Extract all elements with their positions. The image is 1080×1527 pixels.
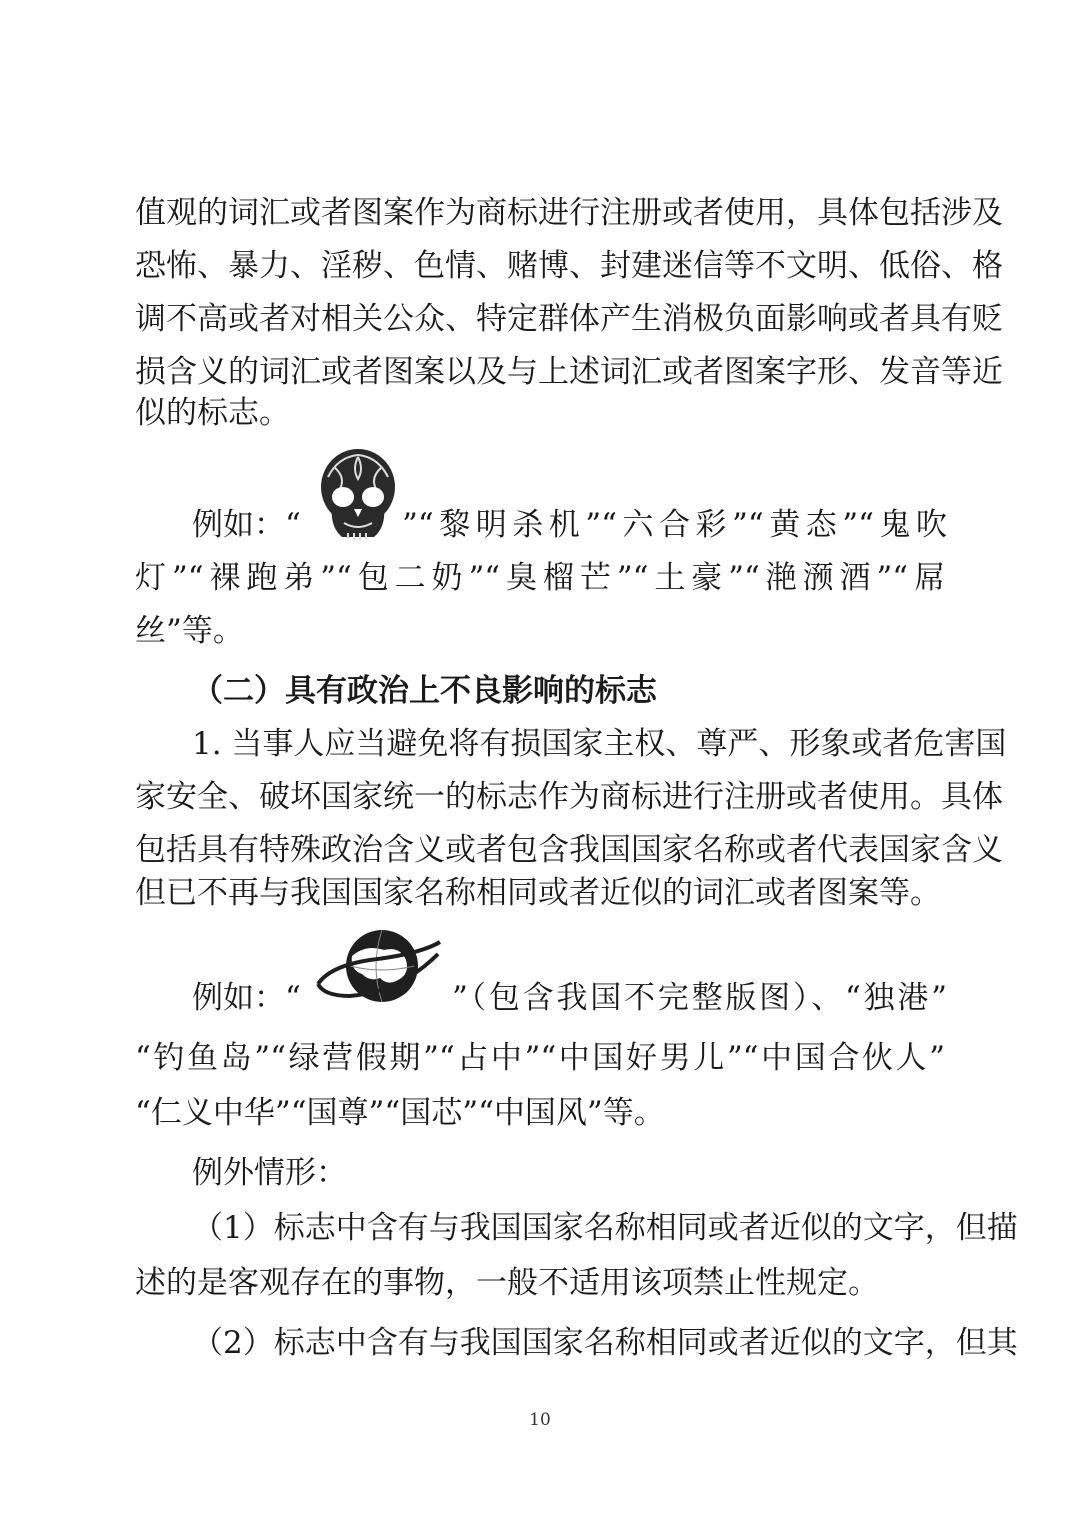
example-line: “仁义中华”“国尊”“国芯”“中国风”等。 (135, 1095, 665, 1131)
globe-trademark-image (310, 926, 448, 1008)
paragraph-line: 值观的词汇或者图案作为商标进行注册或者使用，具体包括涉及 (135, 195, 1003, 231)
paragraph-line: 1. 当事人应当避免将有损国家主权、尊严、形象或者危害国 (192, 726, 1007, 762)
example-line: “钓鱼岛”“绿营假期”“占中”“中国好男儿”“中国合伙人” (135, 1040, 945, 1076)
exception-line: （1）标志中含有与我国国家名称相同或者近似的文字，但描 (192, 1210, 1018, 1246)
example-suffix: ”“黎明杀机”“六合彩”“黄态”“鬼吹 (402, 507, 947, 543)
skull-trademark-image (318, 447, 398, 547)
example-prefix: 例如：“ (192, 507, 301, 543)
example-line: 灯”“裸跑弟”“包二奶”“臭榴芒”“土豪”“滟滪酒”“屌 (135, 560, 945, 596)
section-heading: （二）具有政治上不良影响的标志 (192, 673, 657, 709)
exception-line: （2）标志中含有与我国国家名称相同或者近似的文字，但其 (192, 1325, 1018, 1361)
example-prefix: 例如：“ (192, 980, 301, 1016)
paragraph-line: 调不高或者对相关公众、特定群体产生消极负面影响或者具有贬 (135, 301, 1003, 337)
example-suffix: ”（包含我国不完整版图）、“独港” (452, 980, 947, 1016)
exception-line: 述的是客观存在的事物，一般不适用该项禁止性规定。 (135, 1265, 879, 1301)
paragraph-line: 似的标志。 (135, 395, 290, 431)
page-number: 10 (529, 1410, 551, 1430)
paragraph-line: 恐怖、暴力、淫秽、色情、赌博、封建迷信等不文明、低俗、格 (135, 248, 1003, 284)
paragraph-line: 家安全、破坏国家统一的标志作为商标进行注册或者使用。具体 (135, 779, 1003, 815)
paragraph-line: 但已不再与我国国家名称相同或者近似的词汇或者图案等。 (135, 875, 941, 911)
paragraph-line: 包括具有特殊政治含义或者包含我国国家名称或者代表国家含义 (135, 832, 1003, 868)
example-line: 丝”等。 (135, 613, 244, 649)
paragraph-line: 损含义的词汇或者图案以及与上述词汇或者图案字形、发音等近 (135, 354, 1003, 390)
exceptions-label: 例外情形： (192, 1155, 347, 1191)
